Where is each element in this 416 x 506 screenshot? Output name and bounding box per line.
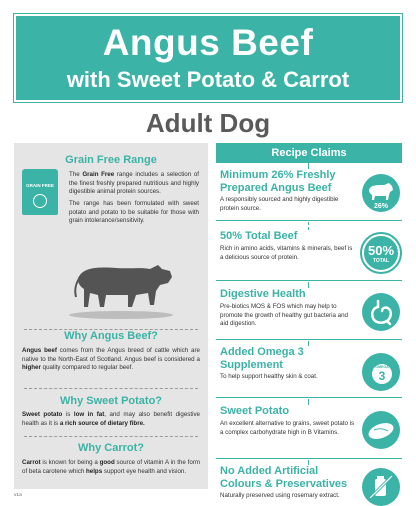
claim-title: Digestive Health (220, 288, 306, 300)
claim-title: Added Omega 3 Supplement (220, 346, 304, 371)
claim-title: 50% Total Beef (220, 230, 298, 242)
audience-heading: Adult Dog (145, 108, 271, 138)
claim-body: Naturally preserved using rosemary extract. (220, 492, 340, 499)
product-subtitle: with Sweet Potato & Carrot (66, 67, 350, 92)
claim-icon-text: 50% (367, 243, 395, 258)
claim-body: To help support healthy skin & coat. (220, 373, 318, 380)
why-sweet-potato-paragraph: Sweet potato is low in fat, and may also benefit digestive health as it is a rich source of dietary fibre. (22, 411, 200, 427)
why-carrot-heading: Why Carrot? (78, 442, 144, 454)
why-angus-heading: Why Angus Beef? (64, 330, 158, 342)
claim-item-sweet-potato (216, 405, 402, 459)
section-divider (24, 388, 198, 389)
claim-connector (308, 222, 309, 230)
claim-body: A responsibly sourced and highly digestible protein source. (220, 196, 339, 212)
grain-free-paragraph-2: The range has been formulated with sweet potato and potato to be suitable for those with grain intolerance/sensitivity. (69, 200, 199, 225)
why-angus-paragraph: Angus beef comes from the Angus breed of cattle which are native to the North-East of Scotland. Angus beef is considered a higher quality compared to regular beef. (22, 347, 200, 372)
why-sweet-potato-heading: Why Sweet Potato? (59, 395, 163, 407)
no-additives-icon (362, 468, 400, 506)
title-banner (14, 14, 402, 102)
claim-icon-subtext: TOTAL (372, 258, 390, 264)
stomach-icon (362, 293, 400, 331)
claim-body: Pre-biotics MOS & FOS which may help to promote the growth of healthy gut bacteria and aid digestion. (220, 303, 348, 328)
claim-item-digestive-health (216, 288, 402, 340)
wheat-crossed-icon (33, 194, 47, 208)
food-bag-icon (22, 169, 58, 215)
claim-title: Sweet Potato (220, 405, 290, 417)
recipe-claims-heading: Recipe Claims (216, 143, 402, 163)
claim-item-omega-3 (216, 346, 402, 398)
omega-capsule-icon (362, 353, 400, 391)
claim-icon-text: 3 (378, 369, 386, 383)
section-divider (24, 436, 198, 437)
claim-item-total-beef (216, 230, 402, 281)
claim-item-angus-beef (216, 169, 402, 221)
cow-silhouette-icon (66, 253, 176, 323)
cow-icon (362, 174, 400, 212)
claim-icon-subtext: OMEGA (375, 365, 389, 369)
claim-body: Rich in amino acids, vitamins & minerals, beef is a delicious source of protein. (220, 245, 353, 261)
claim-body: An excellent alternative to grains, sweet potato is a complex carbohydrate high in B Vitamins. (220, 420, 355, 436)
bag-label: GRAIN FREE (26, 183, 54, 188)
claim-title: No Added Artificial Colours & Preservatives (220, 465, 348, 490)
why-carrot-paragraph: Carrot is known for being a good source of vitamin A in the form of beta carotene which helps support eye health and vision. (22, 459, 200, 475)
sweet-potato-icon (362, 411, 400, 449)
claim-item-no-additives (216, 465, 402, 499)
product-title: Angus Beef (102, 22, 314, 63)
grain-free-paragraph-1: The Grain Free range includes a selection of the finest freshly prepared nutritious and highly digestible animal protein sources. (69, 171, 199, 196)
percent-badge-icon (362, 234, 400, 272)
grain-free-heading: Grain Free Range (65, 154, 157, 166)
claim-icon-text: 26% (373, 203, 389, 210)
footer-version-code: v1a (14, 493, 22, 498)
claim-title: Minimum 26% Freshly Prepared Angus Beef (220, 169, 336, 194)
info-panel (14, 143, 208, 489)
